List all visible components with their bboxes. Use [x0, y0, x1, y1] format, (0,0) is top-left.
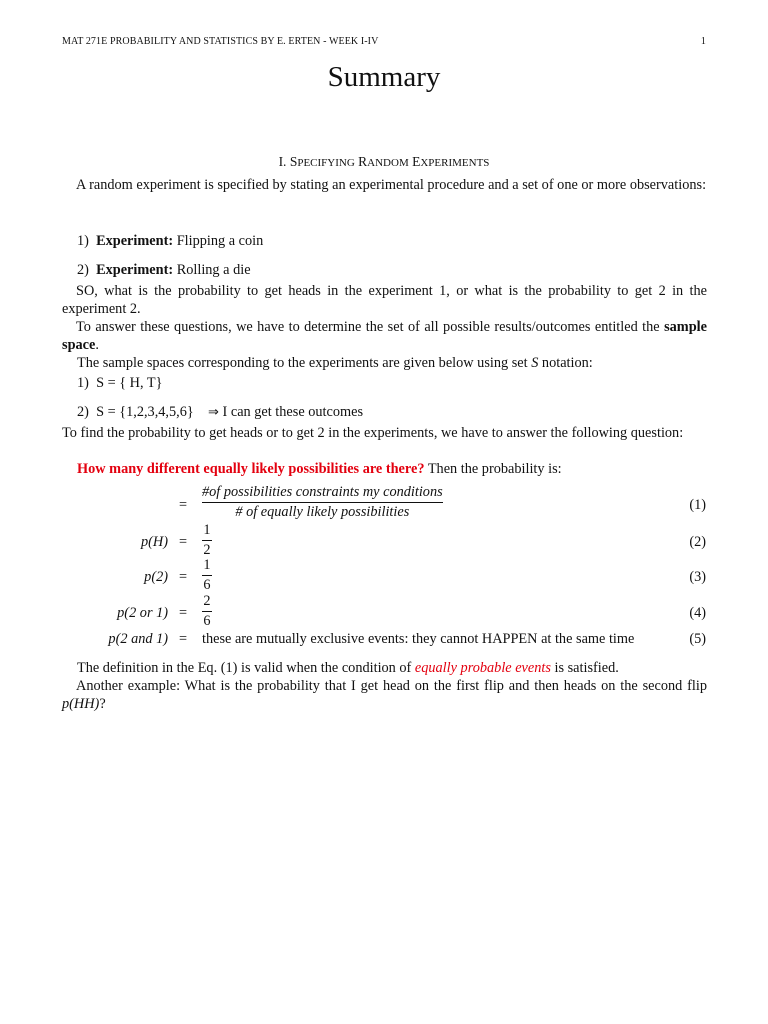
equation-1-fraction: #of possibilities constraints my conditions # of equally likely possibilities — [202, 484, 443, 520]
page-number: 1 — [700, 36, 706, 47]
page-title: Summary — [327, 61, 441, 93]
equation-3: p(2) = 1 6 (3) — [144, 557, 706, 593]
section-word-1: SPECIFYING — [289, 154, 355, 169]
implies-arrow-icon: ⇒ — [208, 405, 219, 420]
running-header: MAT 271E PROBABILITY AND STATISTICS BY E. ERTEN - WEEK I-IV — [62, 36, 379, 47]
section-numeral: I. — [278, 154, 287, 169]
equation-2: p(H) = 1 2 (2) — [141, 522, 706, 558]
equation-5: p(2 and 1) = these are mutually exclusive events: they cannot HAPPEN at the same time (5) — [108, 631, 706, 647]
equally-probable-term: equally probable events — [414, 660, 551, 676]
equation-4-fraction: 2 6 — [203, 593, 211, 629]
equation-4: p(2 or 1) = 2 6 (4) — [117, 593, 706, 629]
sample-space-1: 1) S = { H, T} — [77, 375, 163, 391]
sample-notation-line: The sample spaces corresponding to the experiments are given below using set S notation: — [77, 355, 593, 371]
intro-paragraph: A random experiment is specified by stating an experimental procedure and a set of one or more observations: — [76, 177, 707, 193]
equation-2-fraction: 1 2 — [203, 522, 211, 558]
find-probability-line: To find the probability to get heads or to get 2 in the experiments, we have to answer the following question: — [62, 425, 684, 441]
so-paragraph: SO, what is the probability to get heads in the experiment 1, or what is the probability to get 2 in the experiment 2. — [62, 283, 707, 317]
another-example-paragraph: Another example: What is the probability that I get head on the first flip and then heads on the second flip p(HH)? — [62, 678, 707, 712]
question-line: How many different equally likely possibilities are there? Then the probability is: — [77, 461, 562, 477]
sample-space-term: sample space — [62, 319, 707, 353]
definition-line: The definition in the Eq. (1) is valid when the condition of equally probable events is satisfied. — [77, 660, 619, 676]
section-word-3: EXPERIMENTS — [412, 154, 490, 169]
experiment-2: 2) Experiment: Rolling a die — [77, 262, 251, 278]
sample-space-2: 2) S = {1,2,3,4,5,6} ⇒ I can get these outcomes — [77, 404, 364, 420]
equation-3-fraction: 1 6 — [203, 557, 211, 593]
experiment-1: 1) Experiment: Flipping a coin — [77, 233, 264, 249]
section-word-2: RANDOM — [358, 154, 409, 169]
section-heading — [0, 154, 768, 170]
sample-space-paragraph: To answer these questions, we have to determine the set of all possible results/outcomes entitled the sample space. — [62, 319, 707, 353]
key-question: How many different equally likely possibilities are there? — [77, 461, 425, 477]
equation-1: = #of possibilities constraints my conditions # of equally likely possibilities (1) — [178, 484, 706, 520]
